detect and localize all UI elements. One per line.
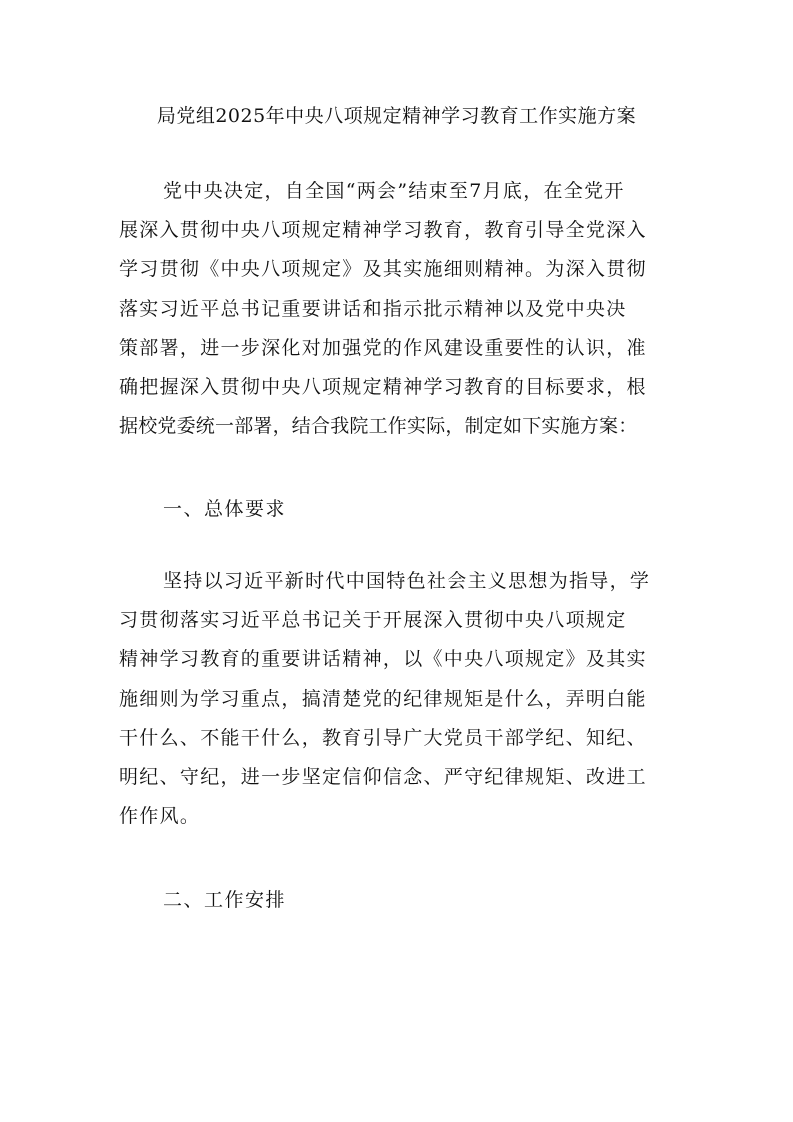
section1-line: 习贯彻落实习近平总书记关于开展深入贯彻中央八项规定 (119, 609, 627, 632)
section1-paragraph (119, 562, 679, 836)
intro-line: 落实习近平总书记重要讲话和指示批示精神以及党中央决 (119, 297, 627, 320)
section-heading-work-arrangement: 二、工作安排 (163, 889, 287, 911)
section1-line: 精神学习教育的重要讲话精神，以《中央八项规定》及其实 (119, 648, 647, 671)
section1-line: 明纪、守纪，进一步坚定信仰信念、严守纪律规矩、改进工 (119, 765, 647, 788)
intro-line: 学习贯彻《中央八项规定》及其实施细则精神。为深入贯彻 (119, 258, 647, 281)
intro-paragraph (119, 172, 679, 446)
intro-line: 确把握深入贯彻中央八项规定精神学习教育的目标要求，根 (119, 375, 647, 398)
section-heading-overall-requirements: 一、总体要求 (163, 498, 287, 520)
intro-line: 展深入贯彻中央八项规定精神学习教育，教育引导全党深入 (119, 219, 647, 242)
section1-line: 干什么、不能干什么，教育引导广大党员干部学纪、知纪、 (119, 726, 647, 749)
document-title: 局党组2025年中央八项规定精神学习教育工作实施方案 (156, 105, 637, 127)
intro-line: 党中央决定，自全国“两会”结束至7月底，在全党开 (163, 180, 625, 202)
section1-line: 作作风。 (119, 805, 201, 828)
intro-line: 策部署，进一步深化对加强党的作风建设重要性的认识，准 (119, 336, 647, 359)
section1-line: 坚持以习近平新时代中国特色社会主义思想为指导，学 (163, 570, 651, 592)
section1-line: 施细则为学习重点，搞清楚党的纪律规矩是什么，弄明白能 (119, 687, 647, 710)
intro-line: 据校党委统一部署，结合我院工作实际，制定如下实施方案： (119, 415, 638, 438)
